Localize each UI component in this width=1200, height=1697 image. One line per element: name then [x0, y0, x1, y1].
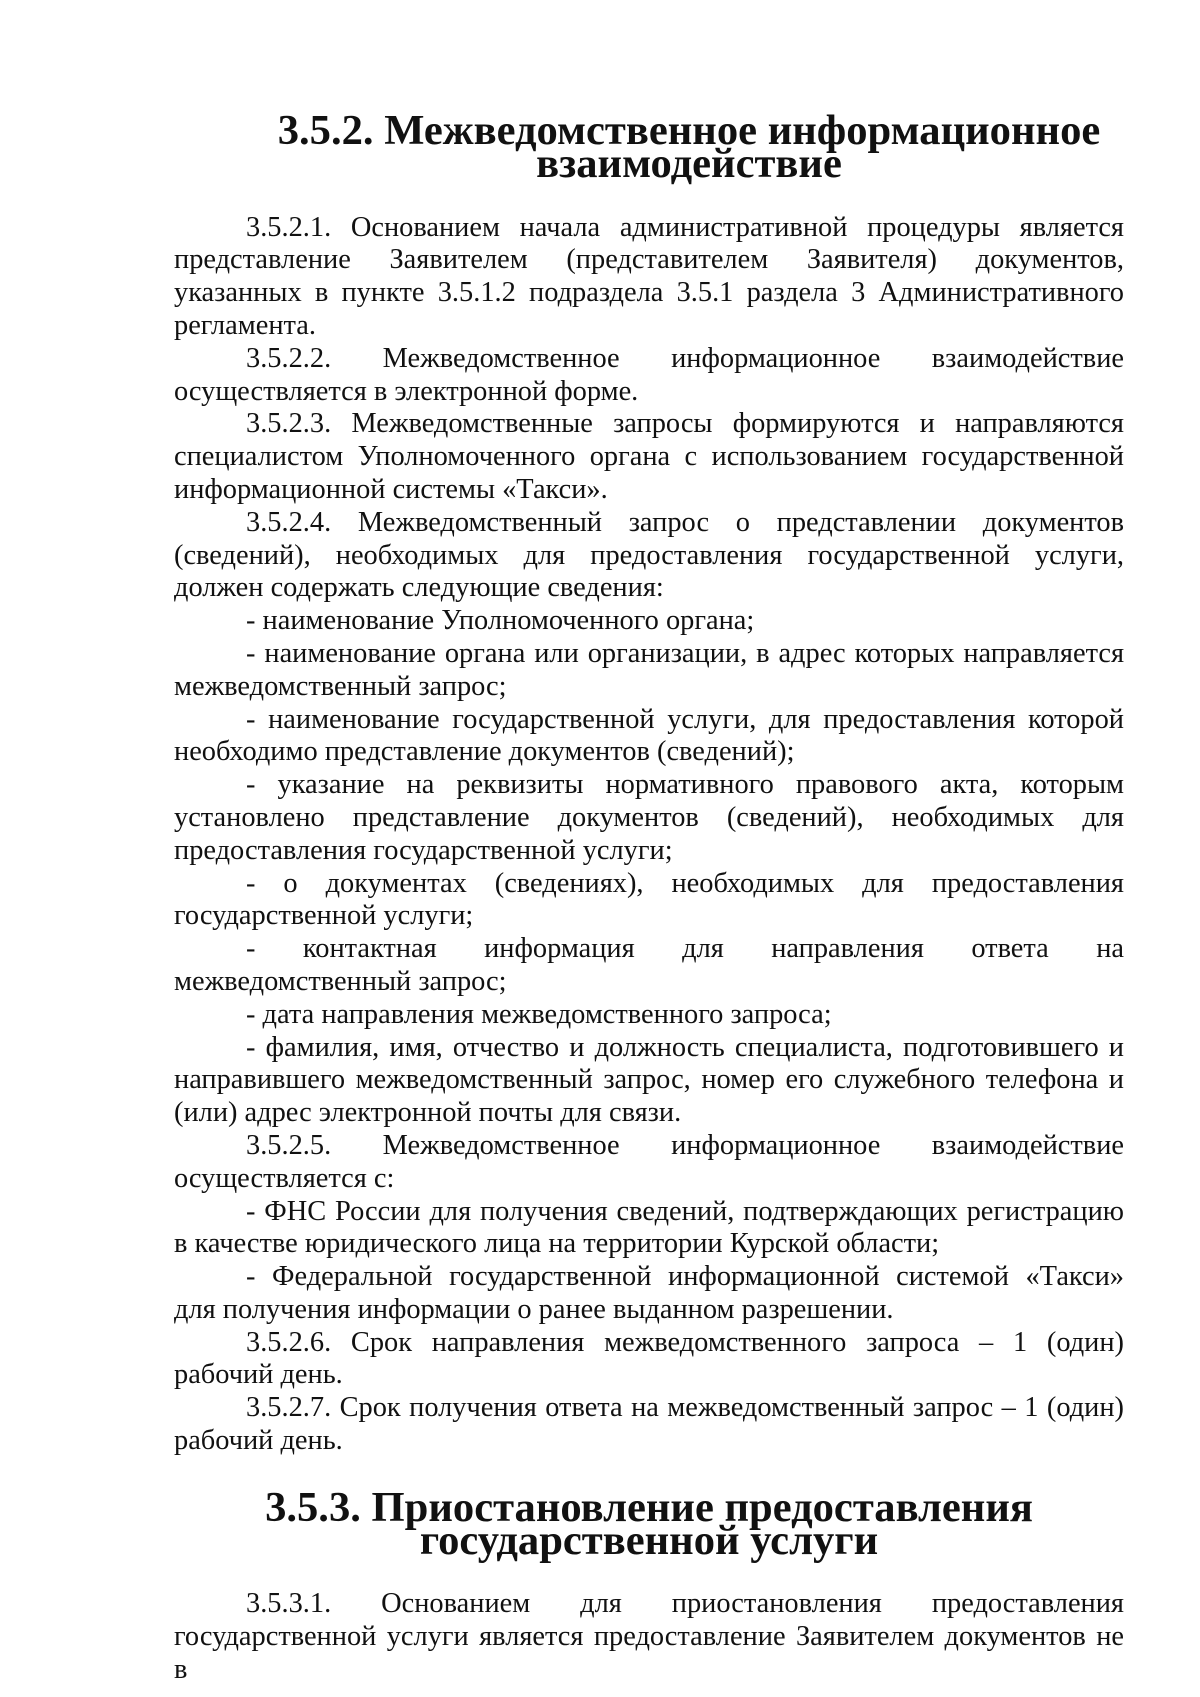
list-item-service-name: - наименование государственной услуги, для предоставления которой необходимо представление документов (сведений); — [174, 703, 1124, 768]
paragraph-3-5-3-1: 3.5.3.1. Основанием для приостановления предоставления государственной услуги является предоставление Заявителем документов не в — [174, 1588, 1124, 1686]
section-heading-3-5-3: 3.5.3. Приостановление предоставления государственной услуги — [265, 1483, 1033, 1564]
paragraph-3-5-2-5: 3.5.2.5. Межведомственное информационное взаимодействие осуществляется с: — [174, 1129, 1124, 1194]
paragraph-3-5-2-1: 3.5.2.1. Основанием начала административной процедуры является представление Заявителем (представителем Заявителя) документов, указанных в пункте 3.5.1.2 подраздела 3.5.1 раздела 3 Административного регламента. — [174, 211, 1124, 341]
section-heading-3-5-2: 3.5.2. Межведомственное информационное взаимодействие — [277, 107, 1101, 187]
list-item-contact-info: - контактная информация для направления ответа на межведомственный запрос; — [174, 933, 1124, 997]
list-item-legal-act-details: - указание на реквизиты нормативного правового акта, которым установлено представление документов (сведений), необходимых для предоставления государственной услуги; — [174, 769, 1124, 866]
list-item-authority-name: - наименование Уполномоченного органа; — [246, 605, 755, 637]
paragraph-3-5-2-2: 3.5.2.2. Межведомственное информационное взаимодействие осуществляется в электронной форме. — [174, 342, 1124, 407]
paragraph-3-5-2-7: 3.5.2.7. Срок получения ответа на межведомственный запрос – 1 (один) рабочий день. — [174, 1392, 1124, 1457]
list-item-specialist-details: - фамилия, имя, отчество и должность специалиста, подготовившего и направившего межведомственный запрос, номер его служебного телефона и (или) адрес электронной почты для связи. — [174, 1031, 1124, 1129]
paragraph-3-5-2-3: 3.5.2.3. Межведомственные запросы формируются и направляются специалистом Уполномоченного органа с использованием государственной информационной системы «Такси». — [174, 408, 1124, 505]
list-item-taxi-system: - Федеральной государственной информационной системой «Такси» для получения информации о ранее выданном разрешении. — [174, 1261, 1124, 1325]
list-item-fns-russia: - ФНС России для получения сведений, подтверждающих регистрацию в качестве юридического лица на территории Курской области; — [174, 1195, 1124, 1260]
list-item-required-documents: - о документах (сведениях), необходимых для предоставления государственной услуги; — [174, 867, 1124, 932]
paragraph-3-5-2-4: 3.5.2.4. Межведомственный запрос о представлении документов (сведений), необходимых для предоставления государственной услуги, должен содержать следующие сведения: — [174, 506, 1124, 604]
paragraph-3-5-2-6: 3.5.2.6. Срок направления межведомственного запроса – 1 (один) рабочий день. — [174, 1326, 1124, 1391]
document-page — [174, 102, 1124, 1687]
list-item-request-date: - дата направления межведомственного запроса; — [246, 998, 832, 1030]
list-item-recipient-organization: - наименование органа или организации, в адрес которых направляется межведомственный запрос; — [174, 637, 1124, 702]
